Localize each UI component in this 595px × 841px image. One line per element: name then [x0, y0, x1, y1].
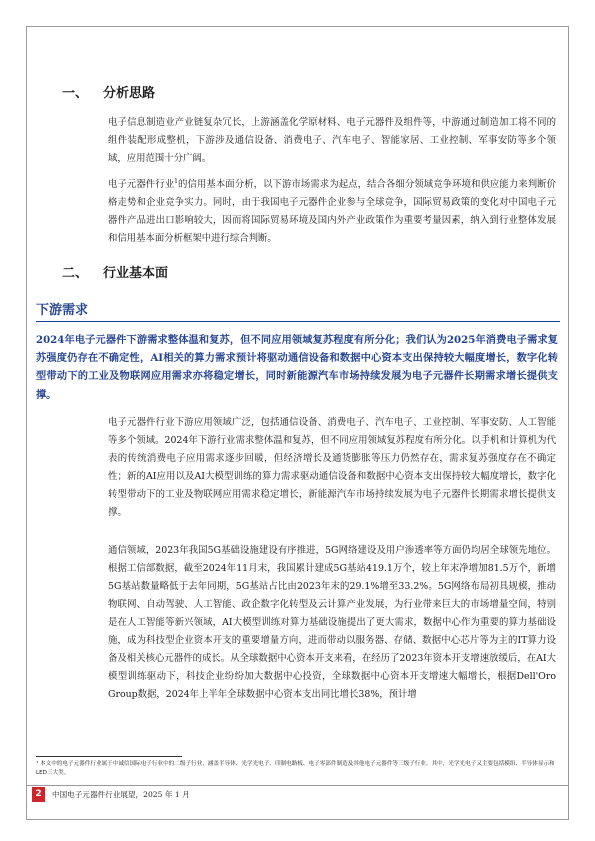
footnote-marker: 1: [174, 177, 178, 185]
section-number: 二、: [62, 266, 89, 281]
section-number: 一、: [62, 86, 89, 101]
summary-paragraph: 2024年电子元器件下游需求整体温和复苏，但不同应用领域复苏程度有所分化；我们认为2025年消费电子需求复苏强度仍存在不确定性，AI相关的算力需求预计将驱动通信设备和数据中心资本支出保持较大幅度增长，数字化转型带动下的工业及物联网应用需求亦将稳定增长，同时新能源汽车市场持续发展为电子元器件长期需求增长提供支撑。: [36, 334, 558, 401]
body-paragraph: 电子信息制造业产业链复杂冗长，上游涵盖化学原材料、电子元器件及组件等，中游通过制造加工将不同的组件装配形成整机，下游涉及通信设备、消费电子、汽车电子、智能家居、工业控制、军事安防等多个领域，应用范围十分广阔。: [108, 117, 556, 164]
footer-text: 中国电子元器件行业展望，2025 年 1 月: [52, 790, 190, 799]
body-paragraph: 通信领域，2023年我国5G基础设施建设有序推进，5G网络建设及用户渗透率等方面仍均居全球领先地位。根据工信部数据，截至2024年11月末，我国累计建成5G基站419.1万个，较上年末净增加81.5万个，新增5G基站数量略低于去年同期，5G基站占比由2023年末的29.1%增至33.2%。5G网络布局初具规模，推动物联网、自动驾驶、人工智能、政企数字化转型及云计算产业发展，为行业带来巨大的市场增量空间，特别是在人工智能等新兴领域，AI大模型训练对算力基础设施提出了更大需求，数据中心作为重要的算力基础设施，成为科技型企业资本开支的重要增量方向，进而带动以服务器、存储、数据中心芯片等为主的IT算力设备及相关核心元器件的成长。从全球数据中心资本开支来看，在经历了2023年资本开支增速放缓后，在AI大模型训练驱动下，科技企业纷纷加大数据中心投资，全球数据中心资本开支增速大幅增长，根据Dell'Oro Group数据，2024年上半年全球数据中心资本支出同比增长38%，预计增: [108, 545, 556, 700]
body-paragraph: 电子元器件行业$^1$的信用基本面分析，以下游市场需求为起点，结合各细分领域竞争环境和供应能力来判断价格走势和企业竞争实力。同时，由于我国电子元器件企业参与全球竞争，国际贸易政策的变化对中国电子元器件产品进出口影响较大，因而将国际贸易环境及国内外产业政策作为重要考量因素，纳入到行业整体发展和信用基本面分析框架中进行综合判断。: [108, 177, 556, 244]
footnote: ¹ 本文中的电子元器件行业属于中诚信国际电子行业中的二级子行业，涵盖半导体、光学光电子、印制电路板、电子零部件制造及其他电子元器件等三级子行业。其中，光学光电子又主要包括模组、半导体显示和LED三大类。: [36, 761, 555, 776]
section-title: 行业基本面: [103, 266, 169, 281]
page-number: 2: [32, 787, 45, 802]
footnote-rule: [36, 756, 182, 757]
subsection-rule: [36, 321, 560, 322]
subsection-title: 下游需求: [36, 303, 89, 318]
body-paragraph: 电子元器件行业下游应用领域广泛，包括通信设备、消费电子、汽车电子、工业控制、军事安防、人工智能等多个领域。2024年下游行业需求整体温和复苏，但不同应用领域复苏程度有所分化。以手机和计算机为代表的传统消费电子应用需求逐步回暖，但经济增长及通货膨胀等压力仍然存在，需求复苏强度存在不确定性；新的AI应用以及AI大模型训练的算力需求驱动通信设备和数据中心资本支出保持较大幅度增长，数字化转型带动下的工业及物联网应用需求稳定增长，新能源汽车市场持续发展为电子元器件长期需求增长提供支撑。: [108, 417, 556, 518]
footer-rule: [26, 785, 569, 786]
section-title: 分析思路: [103, 86, 156, 101]
